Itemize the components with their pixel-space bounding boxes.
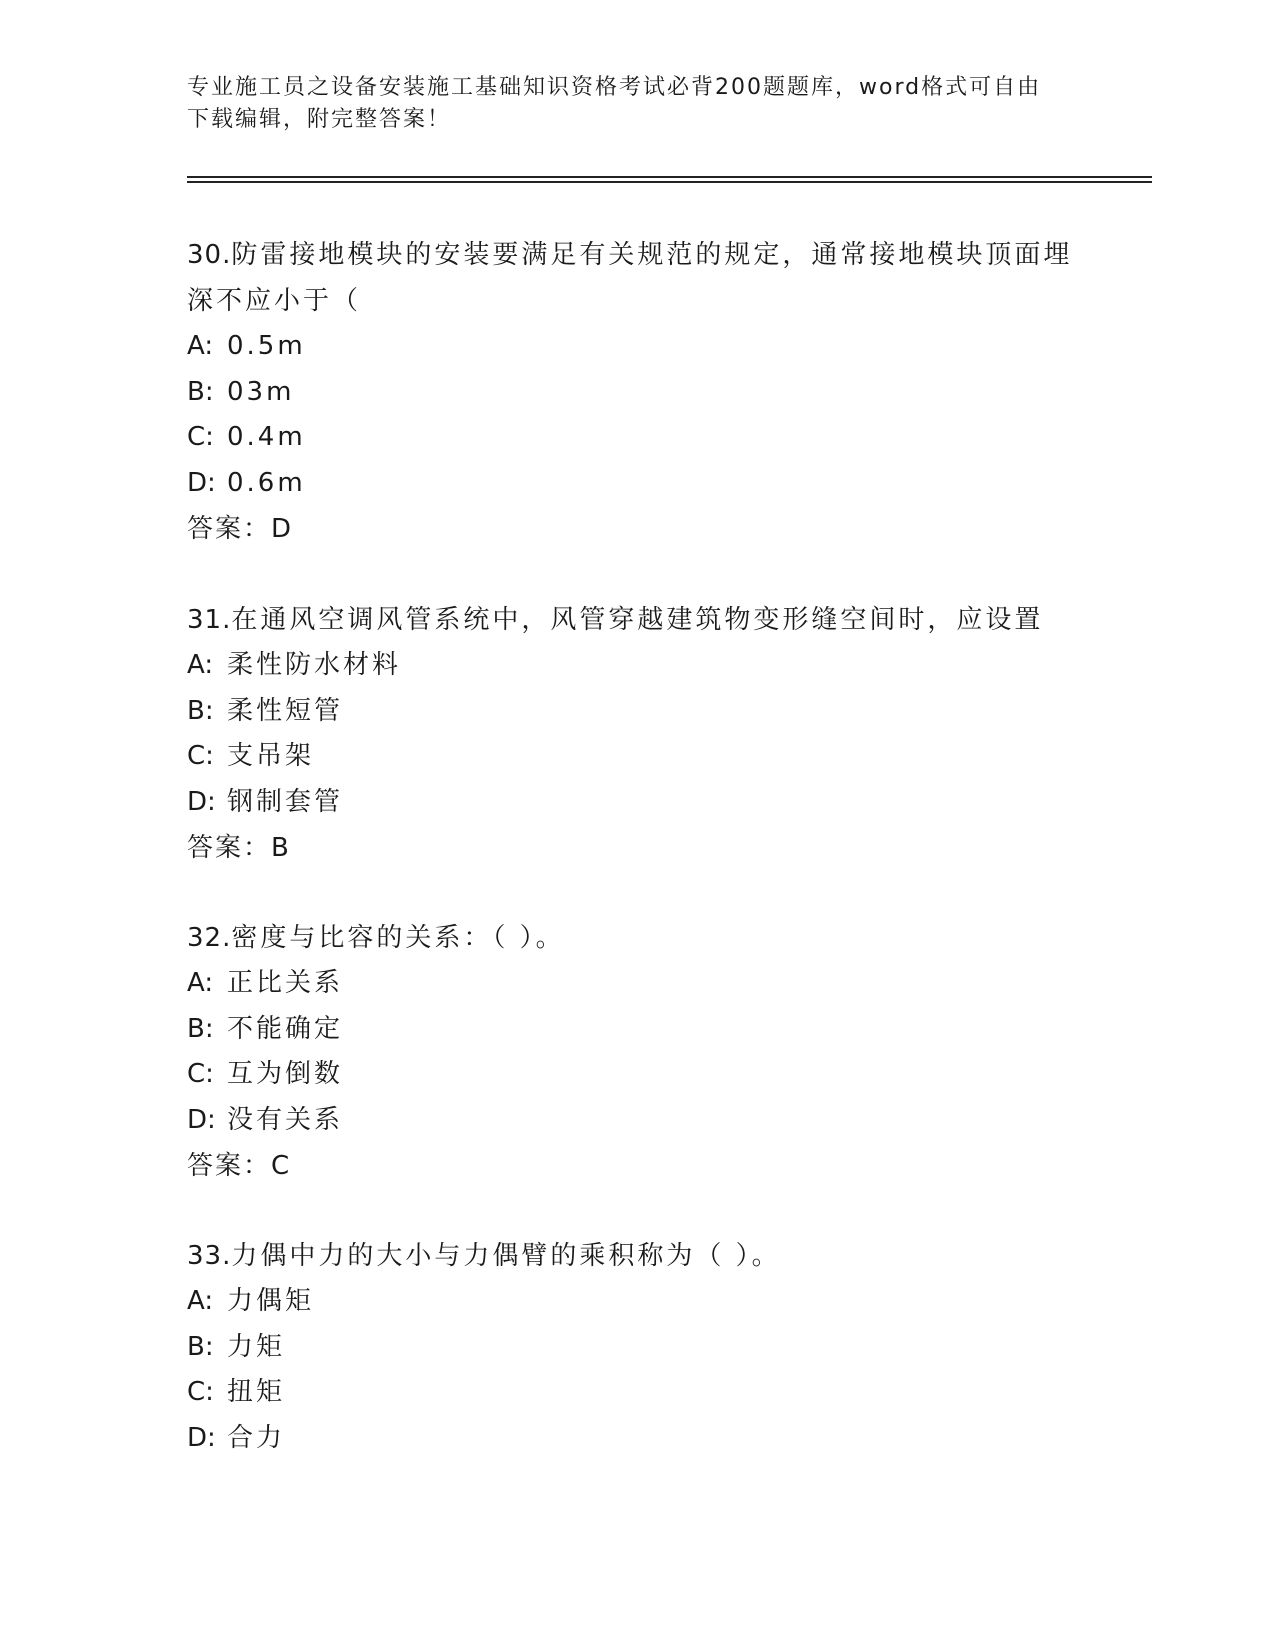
option-text: 不能确定 <box>227 1013 344 1044</box>
question-stem <box>187 1233 1087 1279</box>
header-line-1: 专业施工员之设备安装施工基础知识资格考试必背200题题库，word格式可自由 <box>187 75 1042 100</box>
option-c <box>187 1370 1087 1416</box>
option-key: C: <box>187 422 214 452</box>
option-key: A: <box>187 331 214 361</box>
answer-line <box>187 506 1087 552</box>
header-divider-top <box>187 176 1152 178</box>
option-a <box>187 324 1087 370</box>
question-30 <box>187 232 1087 552</box>
option-key: D: <box>187 1104 216 1135</box>
question-text-line-2: 深不应小于（ <box>187 286 362 316</box>
option-b <box>187 689 1087 735</box>
option-key: B: <box>187 695 214 726</box>
question-number: 30. <box>187 240 232 270</box>
question-text-line-1: 在通风空调风管系统中，风管穿越建筑物变形缝空间时，应设置 <box>231 605 1044 635</box>
option-key: A: <box>187 968 214 998</box>
header-line-2: 下载编辑，附完整答案！ <box>187 107 452 132</box>
option-key: C: <box>187 1377 214 1407</box>
option-key: B: <box>187 1013 214 1044</box>
option-text: 互为倒数 <box>227 1059 344 1089</box>
question-stem <box>187 597 1087 643</box>
question-33 <box>187 1233 1087 1461</box>
question-stem <box>187 232 1087 324</box>
option-text: 扭矩 <box>227 1377 286 1407</box>
option-b <box>187 1007 1087 1053</box>
option-list <box>187 1279 1087 1461</box>
question-number: 33. <box>187 1241 232 1271</box>
answer-line <box>187 1143 1087 1189</box>
option-d <box>187 461 1087 507</box>
header-divider-bottom <box>187 181 1152 183</box>
option-a <box>187 961 1087 1007</box>
option-key: C: <box>187 1059 214 1089</box>
question-32 <box>187 915 1087 1189</box>
option-text: 0.4m <box>227 422 306 452</box>
answer-line <box>187 825 1087 871</box>
answer-value: B <box>271 833 289 863</box>
option-text: 没有关系 <box>227 1104 344 1135</box>
option-d <box>187 1098 1087 1144</box>
answer-label: 答案： <box>187 833 272 863</box>
option-text: 03m <box>227 376 295 407</box>
option-key: B: <box>187 1331 214 1362</box>
option-text: 支吊架 <box>227 741 315 771</box>
answer-value: D <box>271 514 292 544</box>
option-text: 柔性短管 <box>227 695 344 726</box>
answer-value: C <box>271 1151 290 1181</box>
question-text-line-1: 力偶中力的大小与力偶臂的乘积称为（ ）。 <box>231 1241 781 1271</box>
question-text-line-1: 密度与比容的关系：（ ）。 <box>231 923 565 953</box>
question-31 <box>187 597 1087 871</box>
option-c <box>187 415 1087 461</box>
option-a <box>187 1279 1087 1325</box>
option-text: 力偶矩 <box>227 1286 315 1316</box>
option-text: 0.5m <box>227 331 306 361</box>
option-key: D: <box>187 467 216 498</box>
option-c <box>187 1052 1087 1098</box>
option-b <box>187 1325 1087 1371</box>
question-number: 31. <box>187 605 232 635</box>
option-key: A: <box>187 650 214 680</box>
option-d <box>187 780 1087 826</box>
answer-label: 答案： <box>187 1151 272 1181</box>
option-list <box>187 961 1087 1143</box>
option-list <box>187 324 1087 506</box>
option-text: 柔性防水材料 <box>227 650 402 680</box>
question-text-line-1: 防雷接地模块的安装要满足有关规范的规定，通常接地模块顶面埋 <box>231 240 1073 270</box>
answer-label: 答案： <box>187 514 272 544</box>
option-key: B: <box>187 376 214 407</box>
option-text: 合力 <box>227 1422 286 1453</box>
option-key: C: <box>187 741 214 771</box>
option-text: 正比关系 <box>227 968 344 998</box>
option-key: D: <box>187 786 216 817</box>
option-list <box>187 643 1087 825</box>
option-text: 钢制套管 <box>227 786 344 817</box>
option-b <box>187 370 1087 416</box>
option-c <box>187 734 1087 780</box>
question-number: 32. <box>187 923 232 953</box>
option-text: 0.6m <box>227 467 306 498</box>
option-a <box>187 643 1087 689</box>
option-text: 力矩 <box>227 1331 286 1362</box>
option-key: A: <box>187 1286 214 1316</box>
document-header <box>187 72 1067 136</box>
option-key: D: <box>187 1422 216 1453</box>
option-d <box>187 1416 1087 1462</box>
question-stem <box>187 915 1087 961</box>
